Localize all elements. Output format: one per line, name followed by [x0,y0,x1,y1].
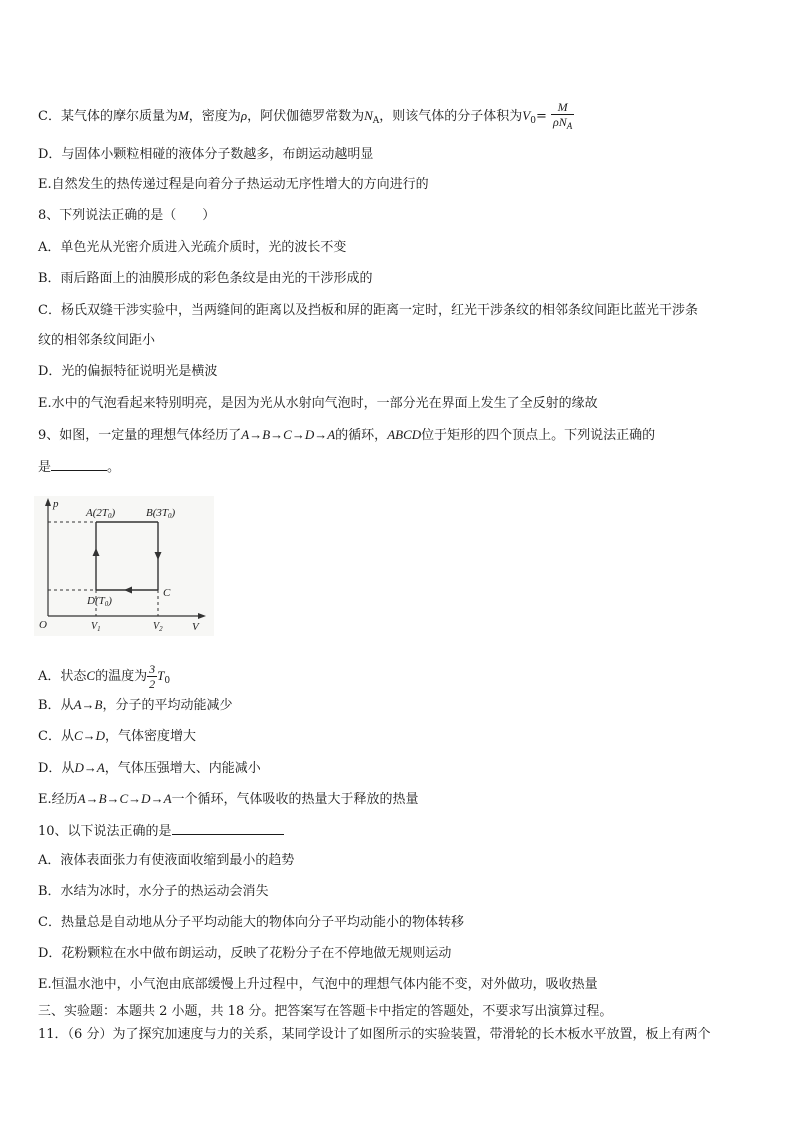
label-b: B(3T0) [146,507,176,520]
q9a-var-t: T [157,668,165,683]
q9-stem-period: 。 [107,460,121,475]
section-3-heading: 三、实验题：本题共 2 小题，共 18 分。把答案写在答题卡中指定的答题处，不要求写出演算过程。 [38,1004,613,1019]
q9a-text-2: 的温度为 [95,669,148,684]
q7c-text-4: ，则该气体的分子体积为 [379,109,523,124]
q7c-var-v0-sub: 0 [530,116,536,126]
q9-option-e [38,791,419,808]
q7c-fraction [551,100,574,133]
q8-option-c-line1: C．杨氏双缝干涉实验中，当两缝间的距离以及挡板和屏的距离一定时，红光干涉条纹的相邻条纹间距比蓝光干涉条 [38,303,698,318]
q10-option-b: B．水结为冰时，水分子的热运动会消失 [38,884,269,899]
q9a-frac-num: 3 [149,662,156,676]
q7c-text-3: ，阿伏伽德罗常数为 [247,109,365,124]
diagram-background [34,496,214,636]
label-d: D(T0) [87,595,112,608]
q9d-path: D→A [74,760,105,775]
q9-stem-line1 [38,427,655,444]
q8-option-c-line2: 纹的相邻条纹间距小 [38,333,156,348]
q8-option-d: D．光的偏振特征说明光是横波 [38,364,218,379]
q7-option-c [38,100,574,133]
q8-stem: 8、下列说法正确的是（ ） [38,208,216,223]
q9c-path: C→D [73,728,106,743]
q10-option-c: C．热量总是自动地从分子平均动能大的物体向分子平均动能小的物体转移 [38,915,464,930]
q9a-frac-den: 2 [149,677,156,691]
label-a: A(2T0) [86,507,116,520]
p-axis-label: p [53,498,59,510]
q7-option-d: D．与固体小颗粒相碰的液体分子数越多，布朗运动越明显 [38,147,374,162]
q9-abcd: ABCD [387,427,422,442]
q11-stem: 11．（6 分）为了探究加速度与力的关系，某同学设计了如图所示的实验装置，带滑轮的长木板水平放置，板上有两个 [38,1027,711,1042]
q9c-text-2: ，气体密度增大 [105,729,197,744]
q10-option-a: A．液体表面张力有使液面收缩到最小的趋势 [38,853,295,868]
q7c-frac-den-sub: A [566,121,573,131]
q9b-text-2: ，分子的平均动能减少 [102,698,233,713]
q9-option-c [38,728,196,745]
q9-answer-blank [51,458,107,471]
q9e-cycle: A→B→C→D→A [77,791,172,806]
q7c-text-1: C．某气体的摩尔质量为 [38,109,178,124]
q9-stem-line2 [38,458,120,476]
q9d-text-2: ，气体压强增大、内能减小 [104,761,261,776]
q7c-var-na: N [364,108,373,123]
q9b-text-1: B．从 [38,698,74,713]
q7c-frac-den-text: ρN [553,115,567,129]
q9-option-d [38,760,261,777]
q9-stem-text-2: 的循环， [335,428,388,443]
q9a-fraction [147,662,157,691]
q9a-var-t-sub: 0 [164,676,171,686]
q8-option-b: B．雨后路面上的油膜形成的彩色条纹是由光的干涉形成的 [38,271,373,286]
q9e-text-2: 一个循环，气体吸收的热量大于释放的热量 [171,792,419,807]
origin-label: O [39,619,47,631]
q10-option-e: E.恒温水池中，小气泡由底部缓慢上升过程中，气泡中的理想气体内能不变，对外做功，吸收热量 [38,977,598,992]
q9b-path: A→B [73,697,103,712]
q9-option-b [38,697,232,714]
q7-option-e: E.自然发生的热传递过程是向着分子热运动无序性增大的方向进行的 [38,177,429,192]
q9-stem-text-4: 是 [38,460,52,475]
q10-stem-text: 10、以下说法正确的是 [38,824,172,839]
q7c-var-na-sub: A [372,116,380,126]
q7c-frac-num: M [551,100,574,115]
q9c-text-1: C．从 [38,729,74,744]
q9e-text-1: E.经历 [38,792,78,807]
q7c-frac-den [551,115,574,133]
q7c-var-m: M [177,108,189,123]
label-c: C [163,587,171,599]
q7c-var-rho: ρ [240,108,248,123]
v-axis-label: V [192,621,199,633]
q9a-text-1: A．状态 [38,669,87,684]
q7c-text-2: ，密度为 [188,109,241,124]
label-v2: $V_2$ [153,621,163,633]
q9-stem-text-1: 9、如图，一定量的理想气体经历了 [38,428,242,443]
q9d-text-1: D．从 [38,761,75,776]
q9-option-a [38,662,170,691]
q8-option-e: E.水中的气泡看起来特别明亮，是因为光从水射向气泡时，一部分光在界面上发生了全反射的缘故 [38,396,598,411]
q9-cycle: A→B→C→D→A [241,427,336,442]
pv-diagram [34,496,214,636]
q9a-var-c: C [86,668,96,683]
q10-option-d: D．花粉颗粒在水中做布朗运动，反映了花粉分子在不停地做无规则运动 [38,946,452,961]
q7c-equals: = [535,109,547,124]
q10-answer-blank [172,822,284,835]
q7c-var-v0: V [522,108,531,123]
q8-option-a: A．单色光从光密介质进入光疏介质时，光的波长不变 [38,240,347,255]
label-v1: $V_1$ [91,621,101,633]
q9-stem-text-3: 位于矩形的四个顶点上。下列说法正确的 [421,428,656,443]
q10-stem [38,822,284,840]
